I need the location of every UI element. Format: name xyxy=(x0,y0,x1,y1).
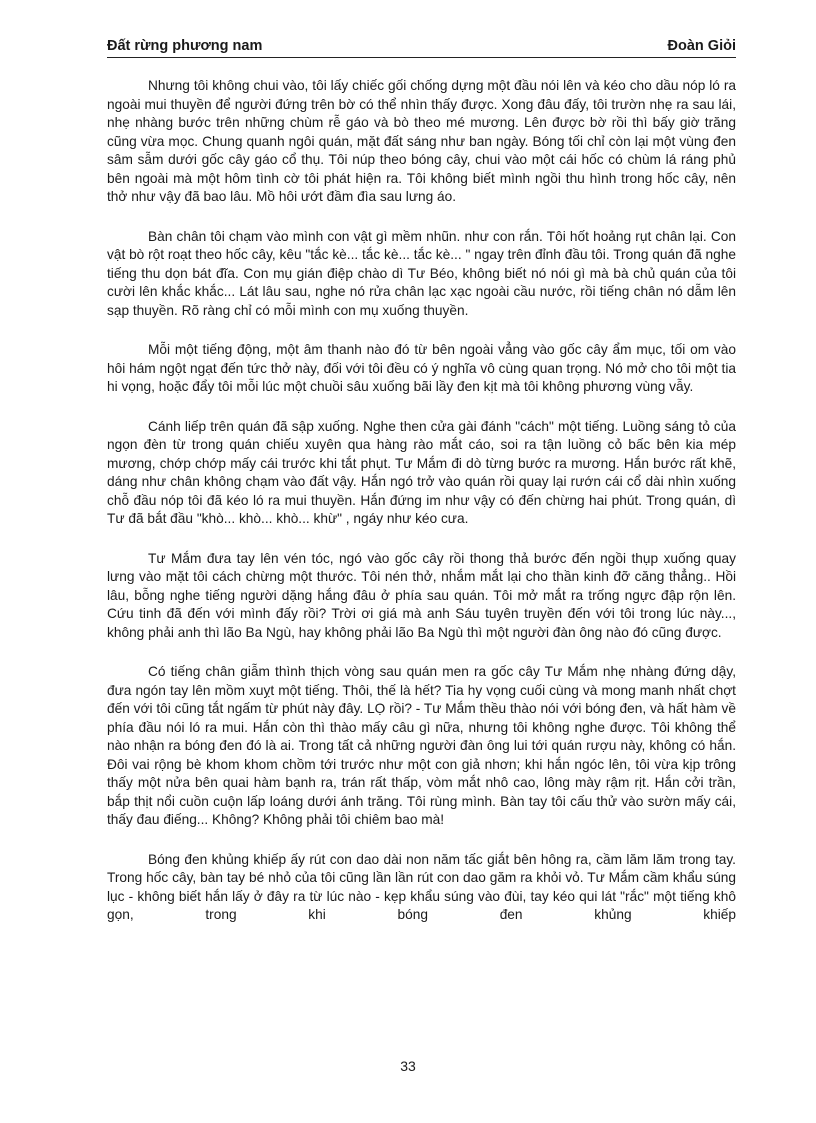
paragraph: Bóng đen khủng khiếp ấy rút con dao dài non năm tấc giắt bên hông ra, cầm lăm lăm trong tay. Trong hốc cây, bàn tay bé nhỏ của tôi cũng lần lần rút con dao găm ra khỏi vỏ. Tư Mắm cầm khẩu súng lục - không biết hắn lấy ở đây ra từ lúc nào - kẹp khẩu súng vào đùi, tay kéo qui lát "rắc" một tiếng khô gọn, trong khi bóng đen khủng khiếp xyxy=(107,851,736,922)
page-number: 33 xyxy=(400,1058,416,1074)
paragraph: Bàn chân tôi chạm vào mình con vật gì mềm nhũn. như con rắn. Tôi hốt hoảng rụt chân lại. Con vật bò rột roạt theo hốc cây, kêu "tắc kè... tắc kè... tắc kè... " ngay trên đỉnh đầu tôi. Trong quán đã nghe tiếng thu dọn bát đĩa. Con mụ gián điệp chào dì Tư Béo, không biết nó nói gì mà bà chủ quán của tôi cười lên khắc khắc... Lát lâu sau, nghe nó rửa chân lạc xạc ngoài cầu nước, rồi tiếng chân nó dẫm lên sạp thuyền. Rõ ràng chỉ có mỗi mình con mụ xuống thuyền. xyxy=(107,228,736,318)
paragraph: Mỗi một tiếng động, một âm thanh nào đó từ bên ngoài vẳng vào gốc cây ẩm mục, tối om vào hôi hám ngột ngạt đến tức thở này, đối với tôi đều có ý nghĩa vô cùng quan trọng. Nó mở cho tôi một tia hi vọng, hoặc đẩy tôi mỗi lúc một chuồi sâu xuống bãi lầy đen kịt mà tôi không phương vùng vẫy. xyxy=(107,342,736,394)
book-title: Đất rừng phương nam xyxy=(107,38,263,54)
running-header xyxy=(107,37,736,58)
paragraph: Có tiếng chân giẫm thình thịch vòng sau quán men ra gốc cây Tư Mắm nhẹ nhàng đứng dậy, đưa ngón tay lên mồm xuỵt một tiếng. Thôi, thế là hết? Tia hy vọng cuối cùng và mong manh nhất chợt đến với tôi cũng tắt ngấm từ phút này đây. LỌ rồi? - Tư Mắm thều thào nói với bóng đen, và hất hàm về phía đầu nói ló ra mui. Hắn còn thì thào mấy câu gì nữa, nhưng tôi không nghe được. Tôi không thể nào nhận ra bóng đen đó là ai. Trong tất cả những người đàn ông lui tới quán rượu này, không có hắn. Đôi vai rộng bè khom khom chồm tới trước như một con giả nhơn; khi hắn ngóc lên, tôi vừa kịp trông thấy một nửa bên quai hàm bạnh ra, trán rất thấp, vòm mắt nhô cao, lông mày rậm rịt. Hắn cởi trần, bắp thịt nổi cuồn cuộn lấp loáng dưới ánh trăng. Tôi rùng mình. Bàn tay tôi cấu thử vào sườn mấy cái, thấy đau điếng... Không? Không phải tôi chiêm bao mà! xyxy=(107,664,736,827)
paragraph: Cánh liếp trên quán đã sập xuống. Nghe then cửa gài đánh "cách" một tiếng. Luồng sáng tỏ của ngọn đèn từ trong quán chiếu xuyên qua hàng rào mắt cáo, soi ra tận luồng cỏ bấc bên kia mép mương, chớp chớp mấy cái trước khi tắt phụt. Tư Mắm đi dò từng bước ra mương. Hắn bước rất khẽ, dáng như chân không chạm vào đất vậy. Hắn ngó trở vào quán rồi quay lại rướn cái cổ dài nhìn xuống chỗ đầu nóp tôi đã kéo ló ra mui thuyền. Hắn đứng im như vậy có đến chừng hai phút. Trong quán, dì Tư đã bắt đầu "khò... khò... khò... khừ" , ngáy như kéo cưa. xyxy=(107,418,736,526)
page-body xyxy=(107,77,736,925)
paragraph: Nhưng tôi không chui vào, tôi lấy chiếc gối chống dựng một đầu nói lên và kéo cho dầu nóp ló ra ngoài mui thuyền để người đứng trên bờ có thể nhìn thấy được. Xong đâu đấy, tôi trườn nhẹ ra sau lái, nhẹ nhàng bước trên những chùm rễ gáo và bò theo mé mương. Lên được bờ rồi thì bấy giờ trăng cũng vừa mọc. Chung quanh ngôi quán, mặt đất sáng như ban ngày. Bóng tối chỉ còn lại một vùng đen sâm sẫm dưới gốc cây gáo cổ thụ. Tôi núp theo bóng cây, chui vào một cái hốc có chùm lá ráng phủ bên ngoài mà một hôm tình cờ tôi phát hiện ra. Tôi không biết mình ngồi thu hình trong hốc cây, nên thở như vậy đã bao lâu. Mồ hôi ướt đầm đìa sau lưng áo. xyxy=(107,78,736,204)
author-name: Đoàn Giỏi xyxy=(667,38,736,54)
paragraph: Tư Mắm đưa tay lên vén tóc, ngó vào gốc cây rồi thong thả bước đến ngồi thụp xuống quay lưng vào mặt tôi cách chừng một thước. Tôi nén thở, nhắm mắt lại cho thần kinh đỡ căng thẳng.. Hồi lâu, bỗng nghe tiếng người dặng hắng đâu ở phía sau quán. Tôi mở mắt ra trống ngực đập rộn lên. Cứu tinh đã đến với mình đấy rồi? Trời ơi giá mà anh Sáu tuyên truyền đến với tôi trong lúc này..., không phải anh thì lão Ba Ngù, hay không phải lão Ba Ngù thì một người đàn ông nào đó cũng được. xyxy=(107,550,736,640)
